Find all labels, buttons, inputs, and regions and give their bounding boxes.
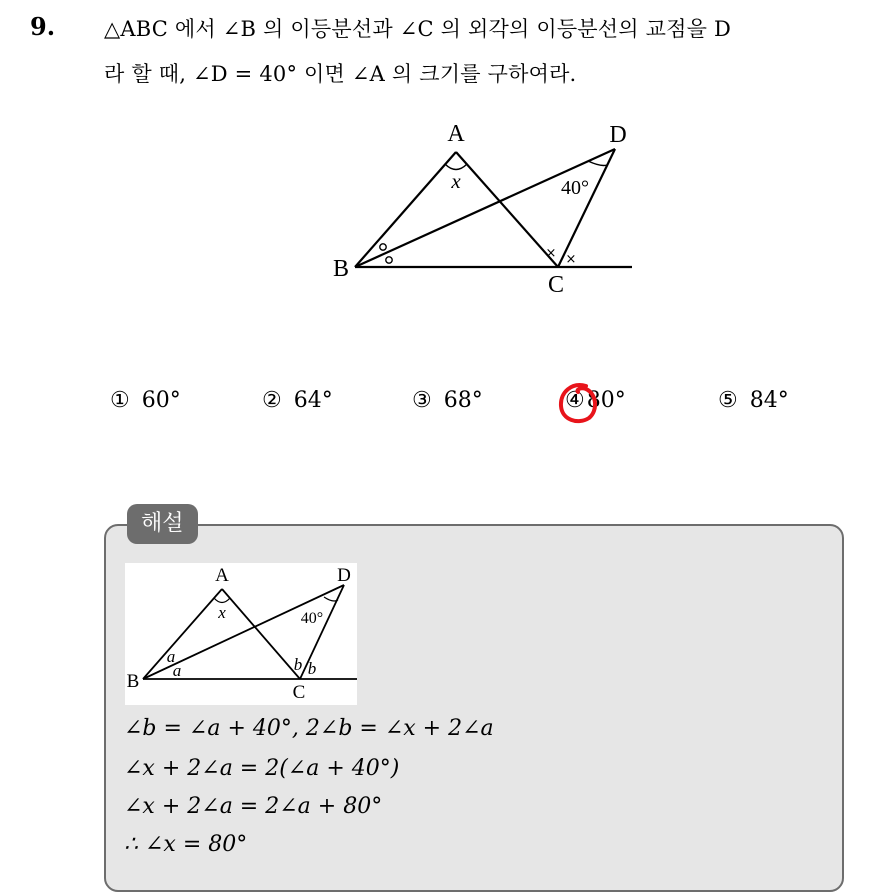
solution-tag: 해설 bbox=[127, 504, 198, 544]
choice-1[interactable] bbox=[110, 388, 181, 413]
question-text-line-1: △ABC 에서 ∠B 의 이등분선과 ∠C 의 외각의 이등분선의 교점을 D bbox=[104, 17, 732, 41]
bisector-cd bbox=[558, 149, 615, 267]
solution-figure bbox=[125, 563, 357, 705]
triangle-figure bbox=[325, 112, 645, 302]
vertex-d-label: D bbox=[337, 565, 351, 586]
choice-value: 84° bbox=[749, 388, 789, 413]
angle-x-label: x bbox=[218, 603, 226, 622]
bisector-bd bbox=[355, 149, 615, 267]
vertex-a-label: A bbox=[215, 565, 229, 586]
vertex-c-label: C bbox=[292, 682, 306, 703]
cross-mark-outer: × bbox=[565, 252, 577, 267]
angle-d-label: 40° bbox=[300, 610, 324, 627]
choice-3[interactable] bbox=[412, 388, 483, 413]
choice-value: 60° bbox=[141, 388, 181, 413]
vertex-c-label: C bbox=[547, 272, 565, 298]
angle-d-label: 40° bbox=[561, 177, 589, 199]
bisector-mark-upper bbox=[380, 244, 386, 250]
choice-2[interactable] bbox=[262, 388, 333, 413]
vertex-b-label: B bbox=[126, 671, 140, 692]
vertex-d-label: D bbox=[609, 122, 627, 148]
bisector-mark-lower bbox=[386, 257, 392, 263]
solution-equation-3: ∠x + 2∠a = 2∠a + 80° bbox=[124, 794, 383, 819]
angle-a-label-upper: a bbox=[166, 647, 176, 666]
solution-equation-2: ∠x + 2∠a = 2(∠a + 40°) bbox=[124, 756, 400, 781]
side-ba bbox=[355, 152, 456, 267]
angle-b-label-inner: b bbox=[293, 655, 303, 674]
answer-circle-mark bbox=[556, 380, 602, 428]
side-ac bbox=[456, 152, 558, 267]
choice-5[interactable] bbox=[718, 388, 789, 413]
choice-value: 64° bbox=[293, 388, 333, 413]
angle-b-label-outer: b bbox=[307, 659, 317, 678]
vertex-b-label: B bbox=[332, 256, 350, 282]
question-number: 9. bbox=[30, 12, 56, 41]
choice-marker: ⑤ bbox=[718, 388, 738, 413]
angle-d-arc bbox=[588, 161, 607, 166]
choice-marker: ① bbox=[110, 388, 130, 413]
choice-marker: ④ bbox=[565, 388, 585, 413]
cross-mark-inner: × bbox=[545, 246, 557, 261]
choice-value: 80° bbox=[586, 388, 626, 413]
vertex-a-label: A bbox=[447, 121, 465, 147]
choice-marker: ③ bbox=[412, 388, 432, 413]
choice-marker: ② bbox=[262, 388, 282, 413]
angle-x-label: x bbox=[451, 169, 461, 193]
choice-value: 68° bbox=[443, 388, 483, 413]
question-text-line-2: 라 할 때, ∠D = 40° 이면 ∠A 의 크기를 구하여라. bbox=[104, 62, 577, 86]
angle-a-label-lower: a bbox=[172, 661, 182, 680]
solution-equation-4: ∴ ∠x = 80° bbox=[124, 832, 248, 857]
solution-equation-1: ∠b = ∠a + 40°, 2∠b = ∠x + 2∠a bbox=[124, 716, 494, 741]
